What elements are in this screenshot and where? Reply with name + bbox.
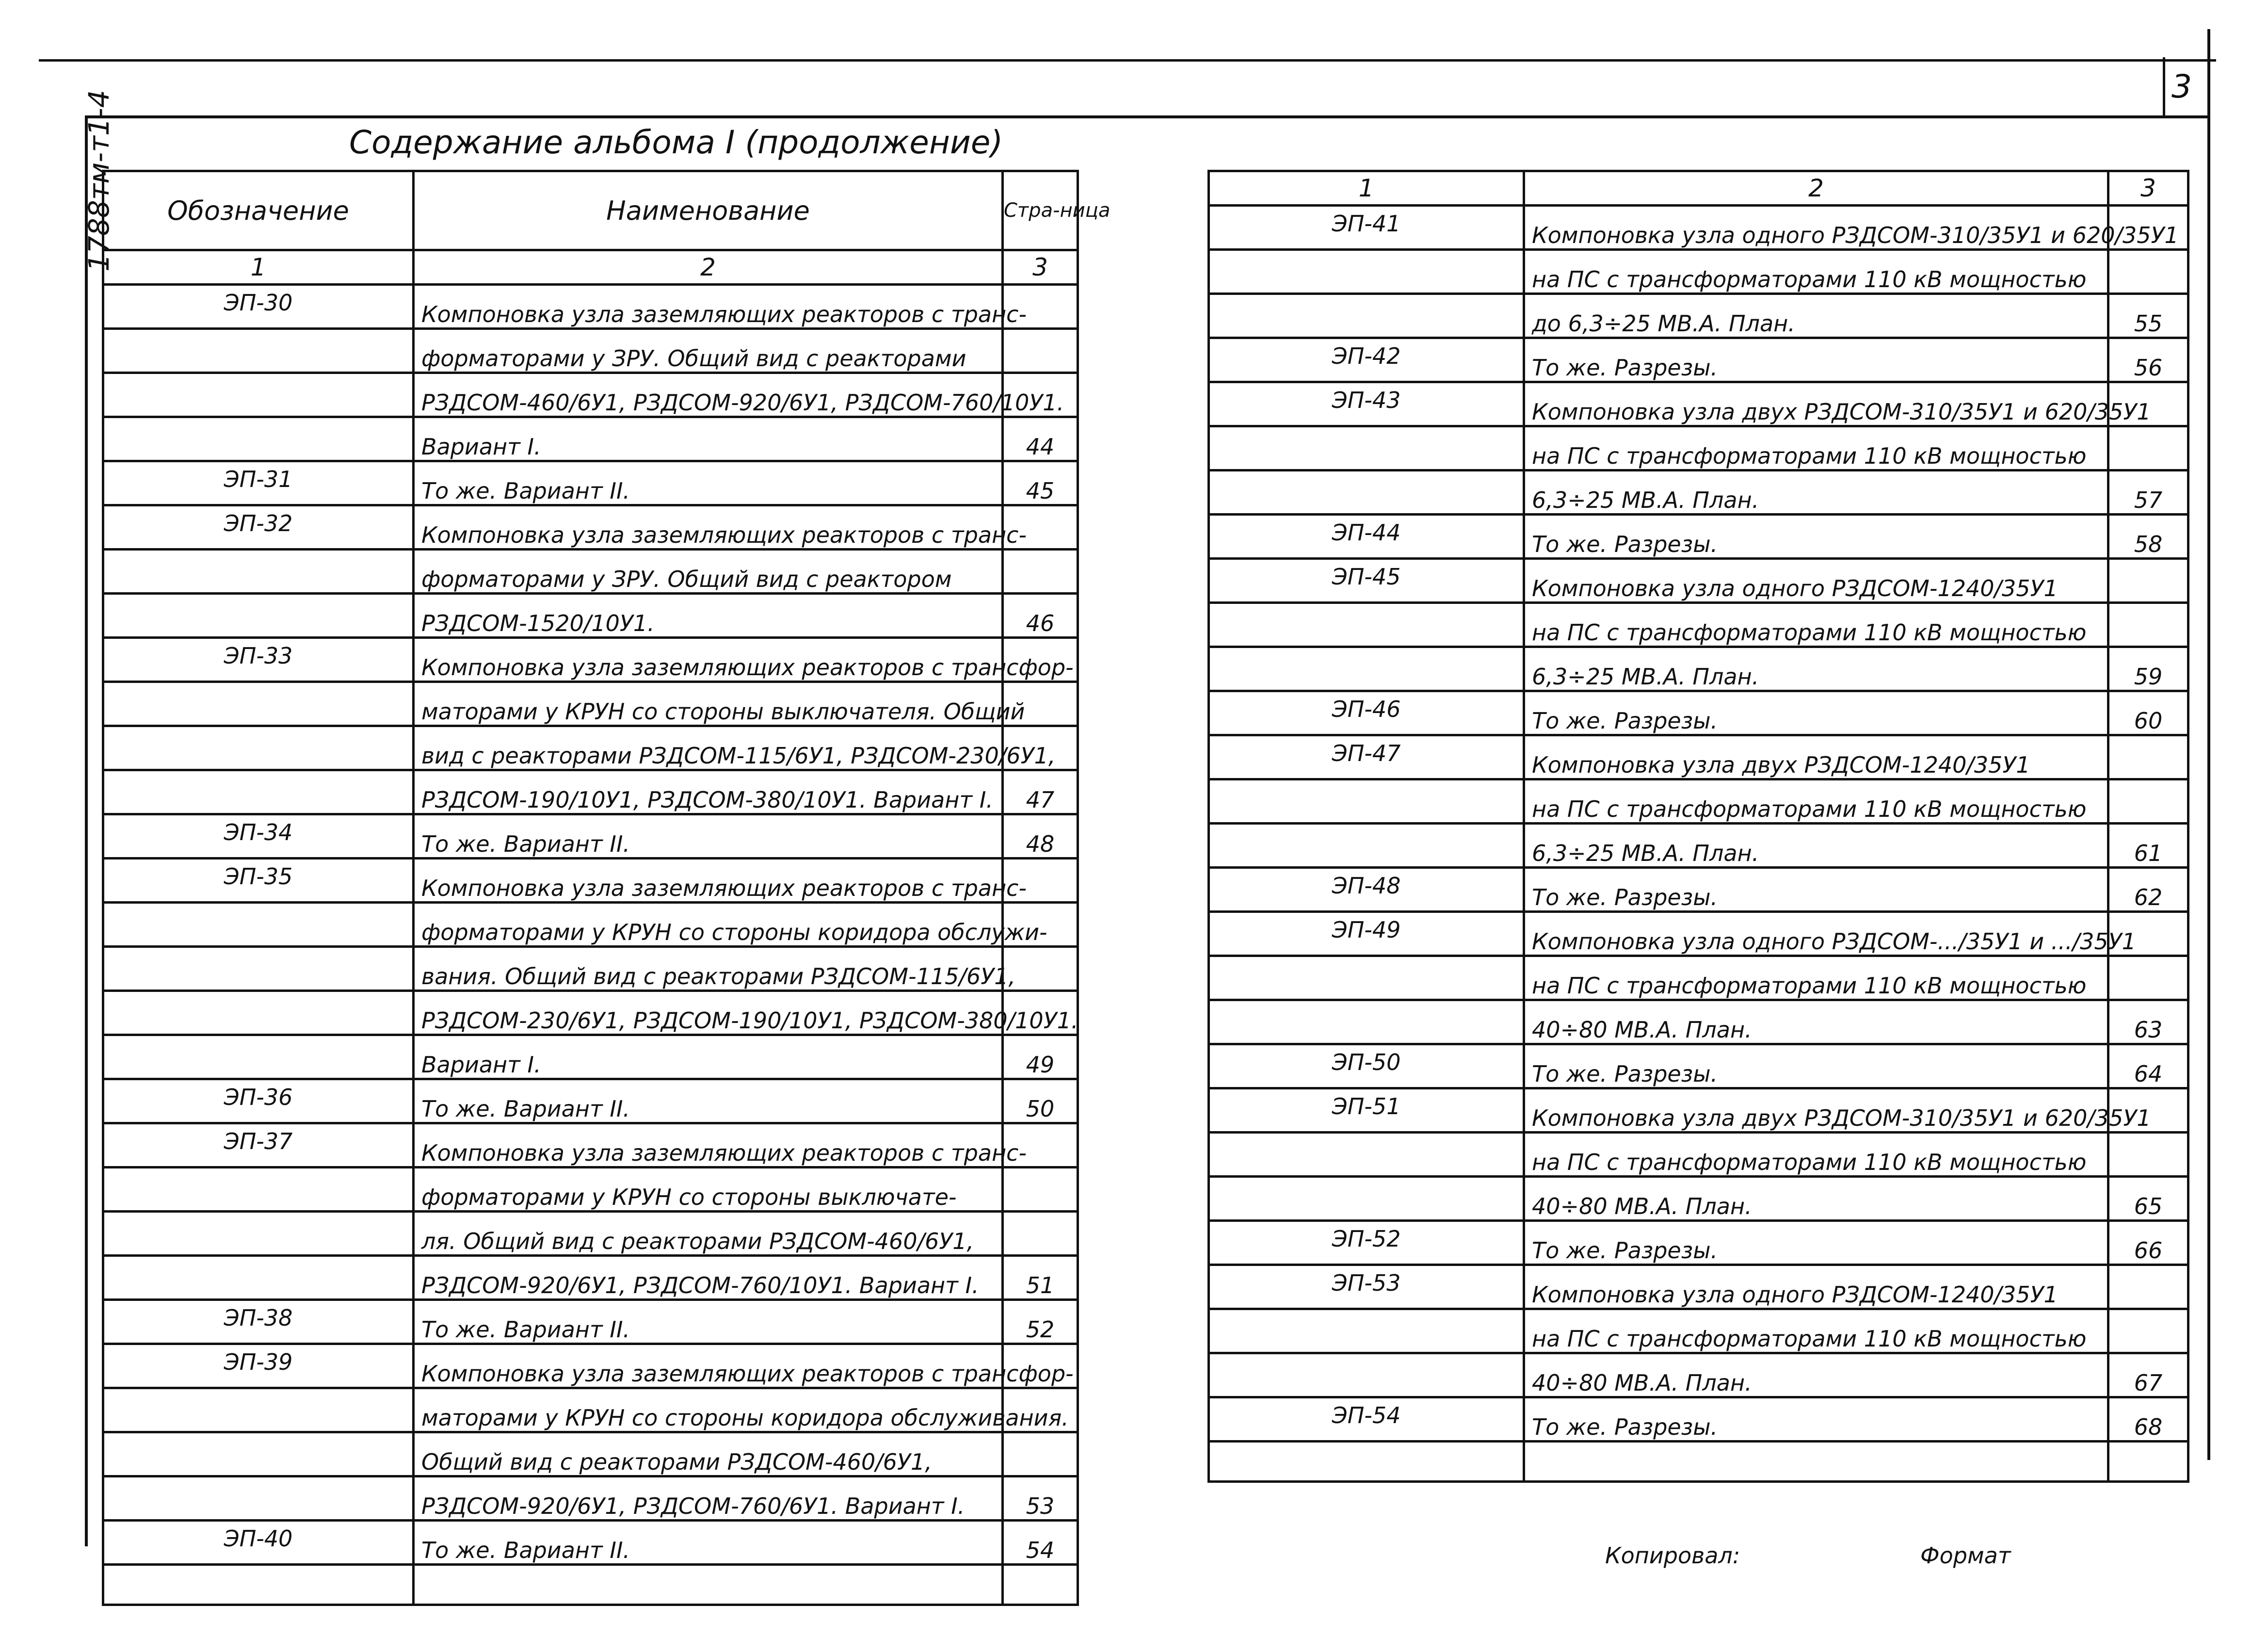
right-contents-table <box>1207 170 2189 1483</box>
colnum-3: 3 <box>2108 171 2188 206</box>
table-row <box>103 1079 1078 1123</box>
name-cell: РЗДСОМ-1520/10У1. <box>414 594 1003 638</box>
table-row <box>103 814 1078 859</box>
name-cell: форматорами у КРУН со стороны коридора обслужи- <box>414 903 1003 947</box>
name-cell: РЗДСОМ-460/6У1, РЗДСОМ-920/6У1, РЗДСОМ-760/10У1. <box>414 373 1003 417</box>
name-cell: 6,3÷25 МВ.А. План. <box>1524 470 2108 515</box>
name-cell: на ПС с трансформаторами 110 кВ мощностью <box>1524 603 2108 647</box>
page-cell <box>2108 1309 2188 1353</box>
page-cell: 65 <box>2108 1177 2188 1221</box>
page-cell: 49 <box>1003 1035 1078 1079</box>
designation-cell: ЭП-49 <box>1209 912 1524 956</box>
sheet-number: 3 <box>2171 68 2192 105</box>
table-row <box>1209 647 2188 691</box>
name-cell: Компоновка узла двух РЗДСОМ-310/35У1 и 620/35У1 <box>1524 1088 2108 1133</box>
designation-cell: ЭП-36 <box>103 1079 414 1123</box>
table-row <box>1209 735 2188 779</box>
table-row <box>1209 515 2188 559</box>
designation-cell <box>1209 647 1524 691</box>
name-cell: 40÷80 МВ.А. План. <box>1524 1000 2108 1044</box>
header-page: Стра-ница <box>1003 171 1078 250</box>
table-row <box>1209 1397 2188 1442</box>
table-row <box>103 726 1078 770</box>
page-cell: 52 <box>1003 1300 1078 1344</box>
sheet-frame-left <box>85 115 88 1546</box>
table-row <box>1209 1088 2188 1133</box>
name-cell: форматорами у ЗРУ. Общий вид с реакторами <box>414 329 1003 373</box>
table-row-empty <box>103 1565 1078 1605</box>
page-cell: 57 <box>2108 470 2188 515</box>
page-cell <box>2108 1265 2188 1309</box>
table-row <box>103 859 1078 903</box>
designation-cell <box>1209 470 1524 515</box>
designation-cell: ЭП-52 <box>1209 1221 1524 1265</box>
name-cell: То же. Разрезы. <box>1524 1044 2108 1088</box>
table-row <box>1209 603 2188 647</box>
table-row <box>1209 1221 2188 1265</box>
name-cell: Компоновка узла заземляющих реакторов с транс- <box>414 1123 1003 1168</box>
name-cell: РЗДСОМ-920/6У1, РЗДСОМ-760/6У1. Вариант I. <box>414 1476 1003 1521</box>
document-code: 1788тм-т1-4 <box>82 90 115 272</box>
copied-by-label: Копировал: <box>1605 1542 1740 1569</box>
right-table-column-numbers <box>1209 171 2188 206</box>
table-row <box>103 947 1078 991</box>
table-row <box>1209 1309 2188 1353</box>
colnum-3: 3 <box>1003 250 1078 285</box>
table-row <box>103 638 1078 682</box>
designation-cell: ЭП-50 <box>1209 1044 1524 1088</box>
page-cell: 58 <box>2108 515 2188 559</box>
sheet-number-box-left <box>2163 57 2165 115</box>
designation-cell <box>103 682 414 726</box>
designation-cell: ЭП-34 <box>103 814 414 859</box>
designation-cell <box>103 770 414 814</box>
designation-cell <box>1209 294 1524 338</box>
name-cell: То же. Вариант II. <box>414 461 1003 505</box>
name-cell: маторами у КРУН со стороны коридора обслуживания. <box>414 1388 1003 1432</box>
header-name: Наименование <box>414 171 1003 250</box>
page-cell: 54 <box>1003 1521 1078 1565</box>
table-row <box>103 550 1078 594</box>
header-designation: Обозначение <box>103 171 414 250</box>
name-cell: на ПС с трансформаторами 110 кВ мощностью <box>1524 956 2108 1000</box>
designation-cell: ЭП-51 <box>1209 1088 1524 1133</box>
name-cell: на ПС с трансформаторами 110 кВ мощностью <box>1524 426 2108 470</box>
table-row-empty <box>1209 1442 2188 1482</box>
name-cell: на ПС с трансформаторами 110 кВ мощностью <box>1524 250 2108 294</box>
name-cell: Компоновка узла одного РЗДСОМ-1240/35У1 <box>1524 1265 2108 1309</box>
page-cell: 68 <box>2108 1397 2188 1442</box>
format-label: Формат <box>1920 1542 2011 1569</box>
table-row <box>1209 250 2188 294</box>
name-cell: Компоновка узла одного РЗДСОМ-1240/35У1 <box>1524 559 2108 603</box>
designation-cell <box>1209 1133 1524 1177</box>
name-cell: Вариант I. <box>414 1035 1003 1079</box>
table-row <box>103 1344 1078 1388</box>
name-cell: То же. Разрезы. <box>1524 1221 2108 1265</box>
page-cell <box>1003 329 1078 373</box>
table-row <box>1209 912 2188 956</box>
name-cell: на ПС с трансформаторами 110 кВ мощностью <box>1524 1133 2108 1177</box>
empty-cell <box>1003 1565 1078 1605</box>
page-cell: 55 <box>2108 294 2188 338</box>
designation-cell <box>1209 824 1524 868</box>
name-cell: форматорами у ЗРУ. Общий вид с реактором <box>414 550 1003 594</box>
page-cell <box>2108 779 2188 824</box>
table-row <box>103 991 1078 1035</box>
designation-cell: ЭП-54 <box>1209 1397 1524 1442</box>
table-row <box>103 903 1078 947</box>
table-row <box>103 1256 1078 1300</box>
page-cell: 46 <box>1003 594 1078 638</box>
name-cell: Компоновка узла двух РЗДСОМ-310/35У1 и 620/35У1 <box>1524 382 2108 426</box>
table-row <box>103 1168 1078 1212</box>
name-cell: Компоновка узла заземляющих реакторов с транс- <box>414 859 1003 903</box>
designation-cell: ЭП-48 <box>1209 868 1524 912</box>
empty-cell <box>414 1565 1003 1605</box>
name-cell: 6,3÷25 МВ.А. План. <box>1524 824 2108 868</box>
page-cell: 53 <box>1003 1476 1078 1521</box>
empty-cell <box>1524 1442 2108 1482</box>
designation-cell <box>103 1168 414 1212</box>
name-cell: РЗДСОМ-190/10У1, РЗДСОМ-380/10У1. Вариант I. <box>414 770 1003 814</box>
name-cell: То же. Разрезы. <box>1524 691 2108 735</box>
name-cell: 40÷80 МВ.А. План. <box>1524 1177 2108 1221</box>
designation-cell <box>1209 250 1524 294</box>
table-row <box>1209 824 2188 868</box>
page-cell: 44 <box>1003 417 1078 461</box>
page-cell <box>1003 1168 1078 1212</box>
colnum-2: 2 <box>1524 171 2108 206</box>
table-row <box>103 505 1078 550</box>
table-row <box>103 1476 1078 1521</box>
page-cell: 50 <box>1003 1079 1078 1123</box>
page-cell <box>2108 1133 2188 1177</box>
name-cell: РЗДСОМ-230/6У1, РЗДСОМ-190/10У1, РЗДСОМ-380/10У1. <box>414 991 1003 1035</box>
table-row <box>1209 470 2188 515</box>
designation-cell: ЭП-35 <box>103 859 414 903</box>
name-cell: маторами у КРУН со стороны выключателя. Общий <box>414 682 1003 726</box>
table-row <box>103 594 1078 638</box>
left-contents-table <box>102 170 1110 1606</box>
name-cell: То же. Вариант II. <box>414 1521 1003 1565</box>
designation-cell: ЭП-41 <box>1209 206 1524 250</box>
designation-cell: ЭП-45 <box>1209 559 1524 603</box>
page-cell: 62 <box>2108 868 2188 912</box>
colnum-1: 1 <box>103 250 414 285</box>
page-cell: 66 <box>2108 1221 2188 1265</box>
table-row <box>1209 779 2188 824</box>
page-cell: 56 <box>2108 338 2188 382</box>
designation-cell <box>103 947 414 991</box>
name-cell: То же. Вариант II. <box>414 1079 1003 1123</box>
designation-cell <box>1209 1353 1524 1397</box>
designation-cell <box>1209 779 1524 824</box>
name-cell: Компоновка узла одного РЗДСОМ-310/35У1 и 620/35У1 <box>1524 206 2108 250</box>
table-row <box>103 1300 1078 1344</box>
page-cell <box>2108 603 2188 647</box>
top-rule <box>39 59 2216 62</box>
designation-cell <box>1209 1309 1524 1353</box>
name-cell: 40÷80 МВ.А. План. <box>1524 1353 2108 1397</box>
table-row <box>1209 426 2188 470</box>
designation-cell <box>103 903 414 947</box>
table-row <box>103 1212 1078 1256</box>
left-table-header-row <box>103 171 1078 250</box>
empty-cell <box>103 1565 414 1605</box>
name-cell: Компоновка узла заземляющих реакторов с трансфор- <box>414 1344 1003 1388</box>
table-row <box>1209 338 2188 382</box>
name-cell: То же. Разрезы. <box>1524 1397 2108 1442</box>
page-cell <box>1003 550 1078 594</box>
page-cell <box>1003 1432 1078 1476</box>
name-cell: Общий вид с реакторами РЗДСОМ-460/6У1, <box>414 1432 1003 1476</box>
designation-cell: ЭП-39 <box>103 1344 414 1388</box>
name-cell: Компоновка узла заземляющих реакторов с трансфор- <box>414 638 1003 682</box>
page-cell: 67 <box>2108 1353 2188 1397</box>
designation-cell: ЭП-31 <box>103 461 414 505</box>
designation-cell <box>103 373 414 417</box>
name-cell: То же. Вариант II. <box>414 1300 1003 1344</box>
designation-cell: ЭП-44 <box>1209 515 1524 559</box>
page-cell <box>2108 250 2188 294</box>
table-row <box>103 770 1078 814</box>
designation-cell: ЭП-38 <box>103 1300 414 1344</box>
name-cell: Компоновка узла одного РЗДСОМ-.../35У1 и .../35У1 <box>1524 912 2108 956</box>
page-cell: 63 <box>2108 1000 2188 1044</box>
table-row <box>1209 1000 2188 1044</box>
page-cell: 51 <box>1003 1256 1078 1300</box>
table-row <box>103 1035 1078 1079</box>
page-title: Содержание альбома I (продолжение) <box>349 124 1003 161</box>
table-row <box>103 417 1078 461</box>
designation-cell <box>103 329 414 373</box>
table-row <box>1209 956 2188 1000</box>
name-cell: Компоновка узла двух РЗДСОМ-1240/35У1 <box>1524 735 2108 779</box>
name-cell: форматорами у КРУН со стороны выключате- <box>414 1168 1003 1212</box>
designation-cell <box>103 991 414 1035</box>
table-row <box>1209 559 2188 603</box>
page-cell: 47 <box>1003 770 1078 814</box>
page-cell <box>2108 426 2188 470</box>
table-row <box>103 373 1078 417</box>
table-row <box>103 461 1078 505</box>
page-cell: 45 <box>1003 461 1078 505</box>
colnum-1: 1 <box>1209 171 1524 206</box>
designation-cell: ЭП-53 <box>1209 1265 1524 1309</box>
page-cell: 64 <box>2108 1044 2188 1088</box>
table-row <box>1209 691 2188 735</box>
designation-cell: ЭП-46 <box>1209 691 1524 735</box>
table-row <box>103 1123 1078 1168</box>
table-row <box>103 682 1078 726</box>
designation-cell: ЭП-40 <box>103 1521 414 1565</box>
designation-cell: ЭП-32 <box>103 505 414 550</box>
designation-cell <box>103 417 414 461</box>
table-row <box>1209 294 2188 338</box>
page-cell <box>1003 1212 1078 1256</box>
empty-cell <box>2108 1442 2188 1482</box>
name-cell: на ПС с трансформаторами 110 кВ мощностью <box>1524 1309 2108 1353</box>
designation-cell <box>1209 1177 1524 1221</box>
page-cell <box>2108 559 2188 603</box>
name-cell: Вариант I. <box>414 417 1003 461</box>
page-cell: 60 <box>2108 691 2188 735</box>
name-cell: вид с реакторами РЗДСОМ-115/6У1, РЗДСОМ-230/6У1, <box>414 726 1003 770</box>
colnum-2: 2 <box>414 250 1003 285</box>
table-row <box>1209 1177 2188 1221</box>
empty-cell <box>1209 1442 1524 1482</box>
page-cell: 61 <box>2108 824 2188 868</box>
left-table-column-numbers <box>103 250 1078 285</box>
name-cell: ля. Общий вид с реакторами РЗДСОМ-460/6У1, <box>414 1212 1003 1256</box>
designation-cell: ЭП-30 <box>103 285 414 329</box>
designation-cell <box>103 550 414 594</box>
name-cell: на ПС с трансформаторами 110 кВ мощностью <box>1524 779 2108 824</box>
name-cell: Компоновка узла заземляющих реакторов с транс- <box>414 285 1003 329</box>
designation-cell <box>103 1432 414 1476</box>
designation-cell <box>1209 603 1524 647</box>
table-row <box>1209 1353 2188 1397</box>
table-row <box>103 285 1078 329</box>
sheet-frame-top <box>85 115 2209 118</box>
name-cell: до 6,3÷25 МВ.А. План. <box>1524 294 2108 338</box>
designation-cell <box>1209 1000 1524 1044</box>
designation-cell: ЭП-47 <box>1209 735 1524 779</box>
name-cell: То же. Разрезы. <box>1524 338 2108 382</box>
name-cell: вания. Общий вид с реакторами РЗДСОМ-115/6У1, <box>414 947 1003 991</box>
sheet-frame-right <box>2207 29 2210 1460</box>
page-cell <box>2108 956 2188 1000</box>
designation-cell: ЭП-43 <box>1209 382 1524 426</box>
name-cell: 6,3÷25 МВ.А. План. <box>1524 647 2108 691</box>
designation-cell <box>103 1388 414 1432</box>
table-row <box>1209 868 2188 912</box>
page-cell <box>2108 735 2188 779</box>
designation-cell: ЭП-33 <box>103 638 414 682</box>
table-row <box>103 1521 1078 1565</box>
designation-cell <box>103 1035 414 1079</box>
name-cell: Компоновка узла заземляющих реакторов с транс- <box>414 505 1003 550</box>
designation-cell <box>103 1256 414 1300</box>
table-row <box>1209 382 2188 426</box>
designation-cell <box>1209 956 1524 1000</box>
name-cell: То же. Разрезы. <box>1524 515 2108 559</box>
designation-cell <box>103 594 414 638</box>
table-row <box>103 329 1078 373</box>
designation-cell: ЭП-37 <box>103 1123 414 1168</box>
name-cell: То же. Вариант II. <box>414 814 1003 859</box>
table-row <box>1209 206 2188 250</box>
table-row <box>103 1432 1078 1476</box>
table-row <box>1209 1265 2188 1309</box>
designation-cell <box>103 726 414 770</box>
designation-cell <box>103 1476 414 1521</box>
page-cell: 59 <box>2108 647 2188 691</box>
table-row <box>1209 1044 2188 1088</box>
table-row <box>1209 1133 2188 1177</box>
name-cell: РЗДСОМ-920/6У1, РЗДСОМ-760/10У1. Вариант I. <box>414 1256 1003 1300</box>
designation-cell: ЭП-42 <box>1209 338 1524 382</box>
table-row <box>103 1388 1078 1432</box>
designation-cell <box>103 1212 414 1256</box>
page-cell: 48 <box>1003 814 1078 859</box>
designation-cell <box>1209 426 1524 470</box>
name-cell: То же. Разрезы. <box>1524 868 2108 912</box>
